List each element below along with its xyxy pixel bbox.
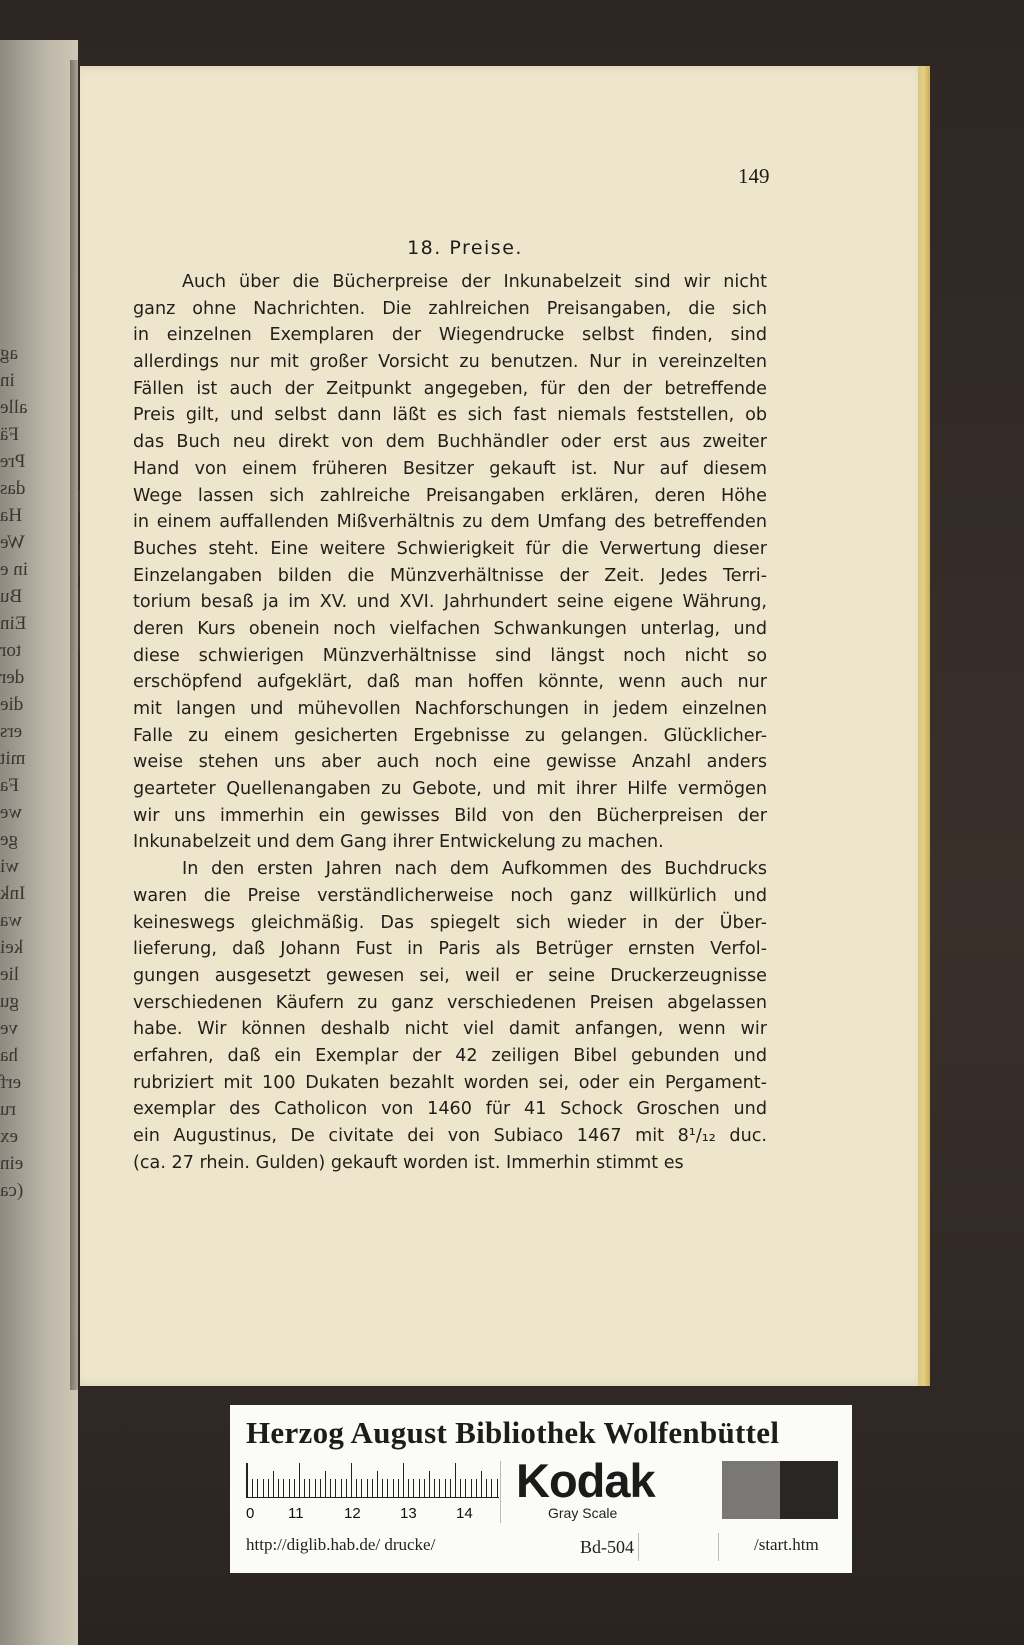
ruler-tick: [367, 1479, 368, 1497]
text-line: lieferung, daß Johann Fust in Paris als Betrüger ernsten Verfol-: [133, 939, 767, 960]
facing-page-fragment: ers: [0, 721, 23, 742]
facing-page-fragment: We: [0, 532, 25, 553]
ruler-tick: [315, 1479, 316, 1497]
ruler-tick: [252, 1479, 253, 1497]
text-line: Wege lassen sich zahlreiche Preisangaben erklären, deren Höhe: [133, 485, 767, 506]
ruler-tick: [325, 1471, 326, 1497]
ruler-tick: [419, 1479, 420, 1497]
ruler-tick: [263, 1479, 264, 1497]
ruler-tick: [268, 1479, 269, 1497]
text-line: Auch über die Bücherpreise der Inkunabelzeit sind wir nicht: [182, 272, 767, 292]
ruler-tick: [455, 1463, 456, 1497]
facing-page-fragment: Bu: [0, 586, 23, 607]
text-line: Hand von einem früheren Besitzer gekauft ist. Nur auf diesem: [133, 458, 767, 479]
facing-page-fragment: ge: [0, 829, 18, 850]
text-line: exemplar des Catholicon von 1460 für 41 Schock Groschen und: [133, 1099, 767, 1120]
target-divider: [718, 1533, 719, 1561]
ruler-tick: [429, 1471, 430, 1497]
ruler-tick: [491, 1479, 492, 1497]
text-line: Einzelangaben bilden die Münzverhältnisse der Zeit. Jedes Terri-: [133, 565, 767, 586]
text-line: Preis gilt, und selbst dann läßt es sich fast niemals feststellen, ob: [133, 405, 767, 426]
text-line: gearteter Quellenangaben zu Gebote, und mit ihrer Hilfe vermögen: [133, 779, 767, 800]
ruler-number: 14: [456, 1505, 473, 1522]
ruler-tick: [408, 1479, 409, 1497]
kodak-logo: Kodak: [516, 1454, 655, 1507]
ruler-tick: [471, 1479, 472, 1497]
ruler-tick: [278, 1479, 279, 1497]
text-line: wir uns immerhin ein gewisses Bild von den Bücherpreisen der: [133, 805, 767, 826]
ruler-number: 12: [344, 1505, 361, 1522]
facing-page-fragment: Fä: [0, 424, 19, 445]
ruler-tick: [439, 1479, 440, 1497]
ruler-tick: [387, 1479, 388, 1497]
facing-page-fragment: ein: [0, 1153, 24, 1174]
target-divider: [638, 1533, 639, 1561]
page-gilt-edge: [918, 66, 930, 1386]
text-line: erschöpfend aufgeklärt, daß man hoffen könnte, wenn auch nur: [133, 672, 767, 693]
facing-page-fragment: (ca: [0, 1180, 24, 1201]
facing-page-fragment: Ein: [0, 613, 27, 634]
page-number: 149: [738, 164, 770, 188]
ruler-tick: [460, 1479, 461, 1497]
ruler-tick: [398, 1479, 399, 1497]
text-line: Inkunabelzeit und dem Gang ihrer Entwickelung zu machen.: [133, 832, 664, 853]
text-line: allerdings nur mit großer Vorsicht zu benutzen. Nur in vereinzelten: [133, 352, 767, 373]
facing-page-fragment: ve: [0, 1018, 18, 1039]
text-line: diese schwierigen Münzverhältnisse sind längst noch nicht so: [133, 645, 767, 666]
facing-page-fragment: mit: [0, 748, 26, 769]
text-line: mit langen und mühevollen Nachforschungen in jedem einzelnen: [133, 699, 767, 719]
facing-page-fragment: Ha: [0, 505, 23, 526]
text-line: ein Augustinus, De civitate dei von Subiaco 1467 mit 8¹/₁₂ duc.: [133, 1126, 767, 1146]
facing-page-fragment: wa: [0, 910, 23, 931]
ruler-tick: [476, 1479, 477, 1497]
ruler-tick: [257, 1479, 258, 1497]
facing-page-fragment: alle: [0, 397, 28, 418]
facing-page-fragment: Fa: [0, 775, 19, 796]
ruler-tick: [341, 1479, 342, 1497]
library-name: Herzog August Bibliothek Wolfenbüttel: [246, 1415, 780, 1450]
ruler-tick: [372, 1479, 373, 1497]
margin-mark: [78, 590, 80, 650]
facing-page-edge: [0, 40, 78, 1645]
facing-page-fragment: kei: [0, 937, 24, 958]
margin-mark: [78, 490, 80, 512]
ruler-tick: [393, 1479, 394, 1497]
text-line: habe. Wir können deshalb nicht viel damit anfangen, wenn wir: [133, 1019, 767, 1040]
ruler-tick: [377, 1471, 378, 1497]
facing-page-fragment: das: [0, 478, 26, 499]
ruler-tick: [294, 1479, 295, 1497]
ruler-tick: [309, 1479, 310, 1497]
text-line: In den ersten Jahren nach dem Aufkommen des Buchdrucks: [182, 859, 767, 880]
text-line: Fällen ist auch der Zeitpunkt angegeben, für den der betreffende: [133, 378, 767, 399]
text-line: keineswegs gleichmäßig. Das spiegelt sich wieder in der Über-: [133, 912, 767, 933]
facing-page-fragment: erf: [0, 1072, 22, 1093]
text-line: verschiedenen Käufern zu ganz verschiedenen Preisen abgelassen: [133, 992, 767, 1013]
ruler-tick: [330, 1479, 331, 1497]
ruler-tick: [403, 1463, 404, 1497]
text-line: Falle zu einem gesicherten Ergebnisse zu gelangen. Glücklicher-: [133, 725, 767, 746]
facing-page-fragment: lie: [0, 964, 19, 985]
facing-page-fragment: Ink: [0, 883, 26, 904]
ruler-tick: [424, 1479, 425, 1497]
ruler-tick: [356, 1479, 357, 1497]
facing-page-fragment: we: [0, 802, 23, 823]
text-line: waren die Preise verständlicherweise noch ganz willkürlich und: [133, 885, 767, 906]
text-line: gungen ausgesetzt gewesen sei, weil er seine Druckerzeugnisse: [133, 965, 767, 986]
text-line: in einzelnen Exemplaren der Wiegendrucke selbst finden, sind: [133, 325, 767, 346]
body-text: [133, 269, 767, 1176]
facing-page-fragment: tor: [0, 640, 22, 661]
text-line: erfahren, daß ein Exemplar der 42 zeiligen Bibel gebunden und: [133, 1045, 767, 1066]
ruler-tick: [346, 1479, 347, 1497]
facing-page-fragment: die: [0, 694, 24, 715]
facing-page-fragment: der: [0, 667, 25, 688]
text-line: in einem auffallenden Mißverhältnis zu dem Umfang des betreffenden: [133, 512, 767, 533]
measurement-ruler: [246, 1463, 499, 1498]
gray-swatch-dark: [780, 1461, 838, 1519]
ruler-number: 13: [400, 1505, 417, 1522]
text-line: (ca. 27 rhein. Gulden) gekauft worden ist. Immerhin stimmt es: [133, 1152, 684, 1173]
text-line: das Buch neu direkt von dem Buchhändler oder erst aus zweiter: [133, 432, 767, 453]
ruler-number: 11: [288, 1505, 304, 1522]
ruler-tick: [351, 1463, 352, 1497]
text-line: ganz ohne Nachrichten. Die zahlreichen Preisangaben, die sich: [133, 298, 767, 319]
facing-page-fragment: in: [0, 370, 15, 391]
text-line: deren Kurs obenein noch vielfachen Schwankungen unterlag, und: [133, 618, 767, 639]
section-heading: 18. Preise.: [407, 237, 523, 259]
facing-page-fragment: Pre: [0, 451, 26, 472]
text-line: torium besaß ja im XV. und XVI. Jahrhundert seine eigene Währung,: [133, 592, 767, 613]
start-page-link: /start.htm: [754, 1535, 819, 1554]
ruler-tick: [335, 1479, 336, 1497]
ruler-number: 0: [246, 1505, 255, 1522]
ruler-tick: [481, 1471, 482, 1497]
text-line: rubriziert mit 100 Dukaten bezahlt worden sei, oder ein Pergament-: [133, 1072, 767, 1093]
library-scan-target: [230, 1405, 852, 1573]
facing-page-fragment: ru: [0, 1099, 16, 1120]
facing-page-fragment: ag: [0, 343, 18, 364]
ruler-tick: [304, 1479, 305, 1497]
ruler-tick: [486, 1479, 487, 1497]
ruler-tick: [361, 1479, 362, 1497]
ruler-tick: [320, 1479, 321, 1497]
ruler-tick: [450, 1479, 451, 1497]
target-divider: [500, 1461, 501, 1523]
facing-page-text-fragments: [0, 340, 28, 1204]
gray-scale-label: Gray Scale: [548, 1505, 618, 1521]
text-line: Buches steht. Eine weitere Schwierigkeit für die Verwertung dieser: [133, 538, 767, 559]
facing-page-fragment: gu: [0, 991, 19, 1012]
ruler-tick: [413, 1479, 414, 1497]
ruler-tick: [445, 1479, 446, 1497]
ruler-tick: [289, 1479, 290, 1497]
ruler-tick: [283, 1479, 284, 1497]
gray-swatch-medium: [722, 1461, 780, 1519]
shelfmark: Bd-504: [580, 1537, 634, 1557]
ruler-tick: [273, 1471, 274, 1497]
facing-page-fragment: in e: [0, 559, 28, 580]
ruler-tick: [382, 1479, 383, 1497]
facing-page-fragment: ex: [0, 1126, 18, 1147]
facing-page-fragment: ha: [0, 1045, 18, 1066]
ruler-tick: [465, 1479, 466, 1497]
margin-mark: [78, 545, 80, 575]
ruler-tick: [247, 1463, 248, 1497]
ruler-tick: [497, 1479, 498, 1497]
ruler-tick: [434, 1479, 435, 1497]
facing-page-fragment: wi: [0, 856, 19, 877]
ruler-tick: [299, 1463, 300, 1497]
digital-library-url: http://diglib.hab.de/ drucke/: [246, 1535, 436, 1554]
text-line: weise stehen uns aber auch noch eine gewisse Anzahl anders: [133, 752, 767, 773]
